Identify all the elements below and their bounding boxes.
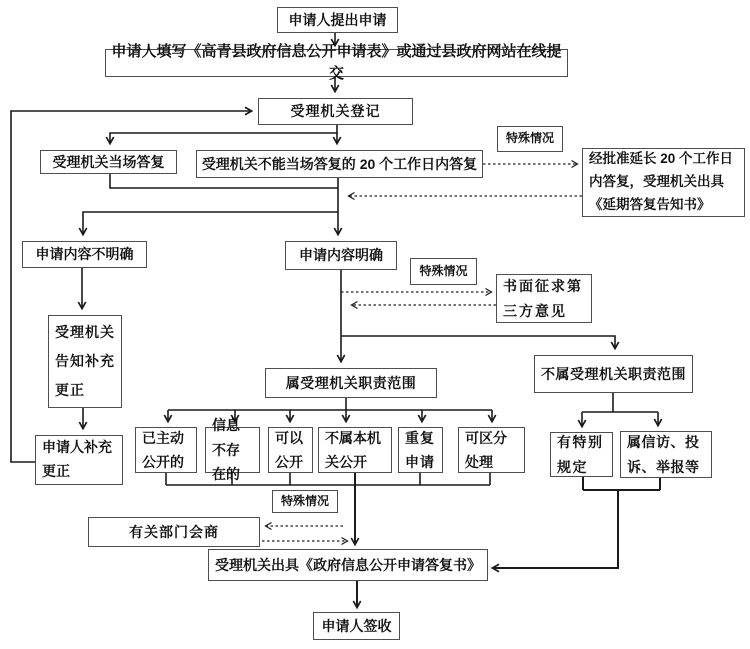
node-outside-scope: 不属受理机关职责范围	[534, 355, 693, 393]
node-applicant-supplement: 申请人补充更正	[35, 435, 123, 485]
node-agency-registers: 受理机关登记	[258, 98, 413, 125]
node-petition-complaint: 属信访、投诉、举报等	[620, 431, 712, 478]
node-special-provisions: 有特别规定	[550, 432, 613, 477]
node-content-clear: 申请内容明确	[285, 241, 397, 270]
label-special-case-middle: 特殊情况	[410, 258, 477, 285]
node-reply-within-20-days: 受理机关不能当场答复的 20 个工作日内答复	[196, 150, 483, 178]
node-info-not-exist: 信息不存在的	[205, 427, 260, 473]
node-notify-supplement: 受理机关告知补充更正	[48, 315, 122, 408]
node-issue-reply-document: 受理机关出具《政府信息公开申请答复书》	[208, 549, 488, 581]
node-onsite-reply: 受理机关当场答复	[40, 150, 177, 174]
node-already-public: 已主动公开的	[135, 427, 197, 473]
label-special-case-top: 特殊情况	[497, 126, 563, 152]
node-repeated-application: 重复申请	[398, 427, 443, 473]
node-approved-extension: 经批准延长 20 个工作日内答复，受理机关出具《延期答复告知书》	[582, 148, 745, 217]
label-special-case-bottom: 特殊情况	[272, 490, 338, 513]
node-within-scope: 属受理机关职责范围	[265, 368, 437, 398]
node-department-consultation: 有关部门会商	[88, 517, 260, 547]
node-can-disclose: 可以公开	[268, 427, 313, 473]
node-third-party-opinion: 书面征求第三方意见	[496, 274, 592, 323]
node-content-unclear: 申请内容不明确	[22, 241, 147, 268]
node-not-this-agency: 不属本机关公开	[318, 427, 392, 473]
node-applicant-submits: 申请人提出申请	[277, 7, 398, 33]
node-separable-handling: 可区分处理	[458, 427, 525, 473]
node-fill-application-form: 申请人填写《高青县政府信息公开申请表》或通过县政府网站在线提交	[105, 49, 568, 77]
node-applicant-signs: 申请人签收	[313, 612, 400, 640]
